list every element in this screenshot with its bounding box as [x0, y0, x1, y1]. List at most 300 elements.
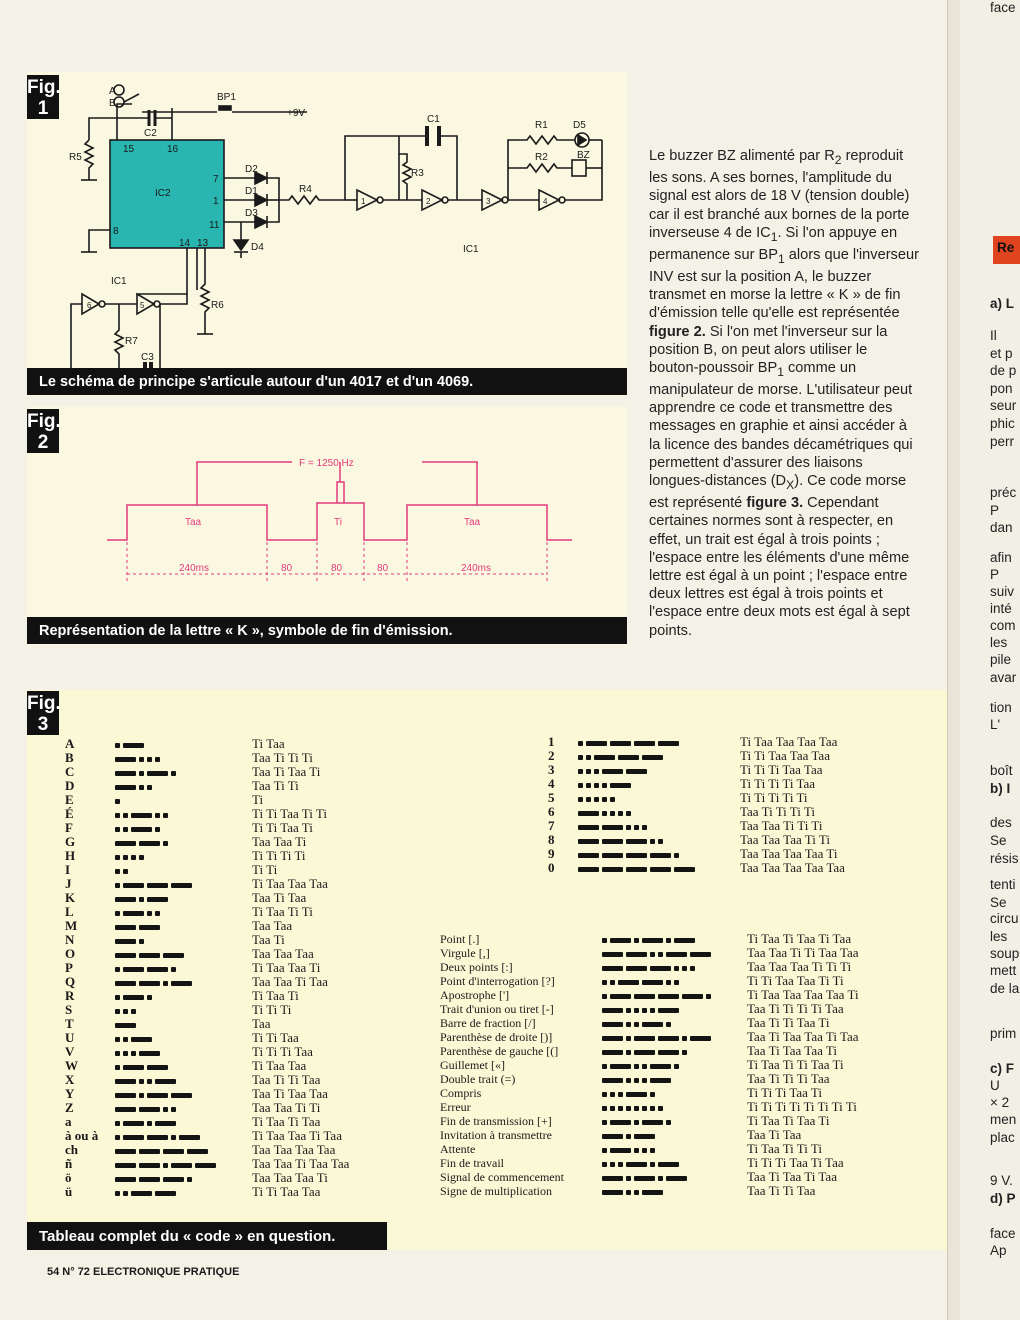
morse-dash	[658, 1050, 679, 1055]
morse-row	[440, 960, 859, 974]
morse-dot	[706, 994, 711, 999]
right-column-fragment: prim	[990, 1026, 1017, 1041]
morse-dash	[642, 1022, 663, 1027]
morse-symbols	[115, 1115, 252, 1129]
morse-symbols	[602, 946, 747, 960]
morse-dot	[115, 813, 120, 818]
morse-row	[548, 805, 845, 819]
right-column-fragment: seur	[990, 398, 1017, 413]
morse-spoken: Taa Ti Taa Taa	[252, 1086, 328, 1101]
fig1-label-p1: 1	[213, 196, 219, 207]
morse-symbols	[602, 1142, 747, 1156]
morse-dash	[602, 1050, 623, 1055]
morse-row	[548, 763, 845, 777]
morse-row	[548, 847, 845, 861]
morse-char: Y	[65, 1086, 75, 1101]
morse-char: Double trait (=)	[440, 1072, 516, 1086]
fig1-label-ic2: IC2	[155, 188, 171, 199]
fig2-element-1: Taa	[185, 517, 202, 528]
morse-row	[65, 863, 349, 877]
morse-dot	[115, 883, 120, 888]
fig1-label-d3: D3	[245, 208, 258, 219]
morse-spoken: Taa Ti Taa Taa Ti Taa	[747, 1029, 859, 1044]
morse-dot	[123, 1051, 128, 1056]
morse-char: 7	[548, 818, 555, 833]
morse-spoken: Taa Taa Ti Taa	[252, 974, 328, 989]
morse-dash	[147, 771, 168, 776]
morse-char: Point d'interrogation [?]	[440, 974, 555, 988]
morse-dash	[618, 755, 639, 760]
morse-symbols	[602, 1002, 747, 1016]
morse-symbols	[602, 1156, 747, 1170]
morse-dash	[690, 1036, 711, 1041]
morse-char: Z	[65, 1100, 74, 1115]
morse-row	[548, 833, 845, 847]
morse-row	[65, 1101, 349, 1115]
morse-spoken: Taa Ti Ti Ti Ti Taa	[747, 1001, 844, 1016]
morse-char: Signe de multiplication	[440, 1184, 552, 1198]
morse-symbols	[602, 988, 747, 1002]
morse-dot	[139, 897, 144, 902]
morse-row	[65, 1003, 349, 1017]
morse-dash	[634, 1036, 655, 1041]
morse-dash	[642, 1120, 663, 1125]
morse-spoken: Ti Taa Ti Ti	[252, 904, 313, 919]
right-column-fragment: a) L	[990, 296, 1015, 311]
morse-symbols	[602, 932, 747, 946]
morse-symbols	[602, 1058, 747, 1072]
morse-symbols	[115, 877, 252, 891]
morse-dot	[674, 980, 679, 985]
right-column	[960, 0, 1020, 1320]
morse-dash	[650, 1078, 671, 1083]
morse-spoken: Taa Ti Taa	[252, 890, 307, 905]
morse-dash	[139, 841, 160, 846]
morse-dash	[115, 1093, 136, 1098]
fig1-label-p13: 13	[197, 238, 209, 249]
morse-dot	[115, 1051, 120, 1056]
fig1-label-g3: 3	[486, 197, 491, 206]
morse-dot	[586, 783, 591, 788]
right-column-fragment: P	[990, 567, 1000, 582]
morse-dot	[658, 952, 663, 957]
morse-spoken: Taa Ti Ti Ti Taa	[747, 1071, 830, 1086]
morse-dot	[139, 785, 144, 790]
morse-row	[65, 919, 349, 933]
morse-dot	[586, 755, 591, 760]
morse-row	[440, 1142, 859, 1156]
morse-spoken: Taa	[252, 1016, 271, 1031]
morse-char: F	[65, 820, 73, 835]
morse-char: 1	[548, 734, 555, 749]
morse-dot	[634, 938, 639, 943]
morse-symbols	[578, 819, 740, 833]
morse-row	[65, 751, 349, 765]
morse-symbols	[602, 1072, 747, 1086]
right-column-fragment: × 2	[990, 1095, 1010, 1110]
morse-char: M	[65, 918, 78, 933]
morse-dot	[650, 952, 655, 957]
morse-dash	[602, 825, 623, 830]
morse-row	[65, 891, 349, 905]
morse-dash	[642, 938, 663, 943]
morse-dot	[171, 967, 176, 972]
morse-char: Guillemet [«]	[440, 1058, 505, 1072]
morse-dash	[602, 966, 623, 971]
morse-spoken: Taa Taa Ti Taa Taa	[252, 1156, 350, 1171]
fig1-label-g4: 4	[543, 197, 548, 206]
morse-symbols	[115, 1157, 252, 1171]
morse-dot	[139, 771, 144, 776]
morse-dash	[155, 1191, 176, 1196]
morse-symbols	[602, 1128, 747, 1142]
fig1-label-bp1: BP1	[217, 92, 236, 103]
morse-symbols	[115, 751, 252, 765]
fig1-label-p14: 14	[179, 238, 191, 249]
morse-row	[65, 1059, 349, 1073]
morse-dash	[650, 966, 671, 971]
morse-spoken: Taa Taa Ti Ti Ti	[740, 818, 823, 833]
morse-dash	[147, 967, 168, 972]
right-column-fragment: pile	[990, 652, 1012, 667]
morse-dash	[139, 1163, 160, 1168]
morse-dot	[650, 1106, 655, 1111]
morse-dot	[147, 911, 152, 916]
morse-dash	[115, 981, 136, 986]
fig1-label-c2: C2	[144, 128, 157, 139]
morse-row	[440, 1170, 859, 1184]
morse-symbols	[115, 835, 252, 849]
morse-char: 6	[548, 804, 555, 819]
morse-dash	[666, 1176, 687, 1181]
morse-dash	[626, 769, 647, 774]
morse-dash	[115, 785, 136, 790]
right-column-fragment: les	[990, 929, 1008, 944]
morse-char: Invitation à transmettre	[440, 1128, 552, 1142]
morse-dot	[594, 783, 599, 788]
morse-spoken: Ti Taa Ti Taa Ti Taa	[747, 931, 852, 946]
morse-dash	[602, 1008, 623, 1013]
morse-dot	[650, 1092, 655, 1097]
morse-dot	[626, 1078, 631, 1083]
morse-symbols	[578, 847, 740, 861]
morse-row	[65, 1143, 349, 1157]
morse-spoken: Ti Taa Taa Taa	[252, 876, 328, 891]
morse-char: ch	[65, 1142, 78, 1157]
morse-char: Attente	[440, 1142, 476, 1156]
morse-spoken: Ti Taa Ti Taa Ti	[747, 1113, 830, 1128]
morse-symbols	[602, 960, 747, 974]
morse-dot	[586, 797, 591, 802]
morse-dot	[602, 1106, 607, 1111]
morse-symbols	[115, 737, 252, 751]
morse-dash	[578, 811, 599, 816]
morse-dot	[666, 938, 671, 943]
morse-row	[440, 932, 859, 946]
morse-symbols	[602, 1030, 747, 1044]
morse-spoken: Taa Taa Ti	[252, 834, 307, 849]
morse-char: 8	[548, 832, 555, 847]
morse-dot	[602, 1064, 607, 1069]
morse-row	[65, 821, 349, 835]
morse-dot	[618, 1162, 623, 1167]
morse-spoken: Ti Ti Taa Ti	[252, 820, 313, 835]
morse-char: Compris	[440, 1086, 482, 1100]
morse-dot	[155, 911, 160, 916]
morse-dot	[618, 1092, 623, 1097]
morse-dot	[682, 1036, 687, 1041]
morse-dash	[610, 1148, 631, 1153]
morse-spoken: Taa Taa Taa Taa	[252, 1142, 336, 1157]
morse-dot	[147, 757, 152, 762]
body-paragraph: Le buzzer BZ alimenté par $R_2$ reproduit les sons. A ses bornes, l'amplitude du signal est alors de 18 V (tension double) car il est branché aux bornes de la porte inverseuse 4 de $IC_1$. Si l'on appuye en permanence sur $BP_1$ alors que l'inverseur INV est sur la position A, le buzzer transmet en morse la lettre « K » de fin d'émission telle qu'elle est représentée figure 2. Si l'on met l'inverseur sur la position B, on peut alors utiliser le bouton-poussoir $BP_1$ comme un manipulateur de morse. L'utilisateur peut apprendre ce code et transmettre des messages en graphie et ainsi accéder à la licence des bandes décamétriques qui permettent d'assurer des liaisons longues-distances $(D_X)$. Ce code morse est représenté figure 3. Cependant certaines normes sont à respecter, en effet, un trait est égal à trois points ; l'espace entre les éléments d'une même lettre est égal à un point ; l'espace entre deux lettres est égal à trois points et l'espace entre deux mots est égal à sept points.	[649, 148, 919, 639]
morse-spoken: Ti Taa Ti Ti Ti	[747, 1141, 823, 1156]
morse-dash	[610, 1064, 631, 1069]
morse-dash	[147, 897, 168, 902]
morse-char: U	[65, 1030, 75, 1045]
right-column-fragment: soup	[990, 946, 1020, 961]
morse-spoken: Ti Ti Taa Ti Ti	[252, 806, 328, 821]
morse-dot	[626, 1134, 631, 1139]
fig2-duration-3: 80	[331, 563, 343, 574]
morse-dot	[131, 855, 136, 860]
fig1-label-p8: 8	[113, 226, 119, 237]
morse-spoken: Taa Ti Ti Taa Ti	[747, 1015, 830, 1030]
morse-dash	[155, 1121, 176, 1126]
morse-char: Erreur	[440, 1100, 471, 1114]
morse-row	[440, 1016, 859, 1030]
morse-dot	[650, 839, 655, 844]
right-column-fragment: 9 V.	[990, 1173, 1013, 1188]
morse-dash	[115, 939, 136, 944]
morse-dash	[586, 741, 607, 746]
morse-dash	[171, 1093, 192, 1098]
morse-dot	[650, 1148, 655, 1153]
morse-char: 9	[548, 846, 555, 861]
fig1-label-d1: D1	[245, 186, 258, 197]
morse-dot	[594, 769, 599, 774]
morse-dot	[139, 1093, 144, 1098]
morse-dash	[658, 1036, 679, 1041]
morse-dash	[682, 994, 703, 999]
right-column-fragment: L'	[990, 717, 1001, 732]
morse-symbols	[115, 1017, 252, 1031]
morse-dash	[610, 994, 631, 999]
morse-char: X	[65, 1072, 75, 1087]
morse-dash	[594, 755, 615, 760]
morse-char: I	[65, 862, 71, 877]
morse-dot	[666, 1022, 671, 1027]
morse-row	[65, 835, 349, 849]
morse-row	[65, 933, 349, 947]
morse-dot	[115, 911, 120, 916]
morse-char: T	[65, 1016, 74, 1031]
morse-dash	[602, 853, 623, 858]
morse-dot	[131, 1009, 136, 1014]
morse-dash	[115, 1023, 136, 1028]
right-column-fragment: dan	[990, 520, 1013, 535]
morse-symbols	[115, 905, 252, 919]
morse-symbols	[115, 807, 252, 821]
morse-row	[65, 807, 349, 821]
morse-char: R	[65, 988, 75, 1003]
right-column-fragment: U	[990, 1078, 1000, 1093]
morse-symbols	[115, 891, 252, 905]
morse-spoken: Taa Ti Ti	[252, 778, 299, 793]
morse-dot	[115, 1191, 120, 1196]
morse-dash	[131, 1037, 152, 1042]
morse-spoken: Ti Ti Taa	[252, 1030, 299, 1045]
morse-row	[65, 989, 349, 1003]
morse-char: B	[65, 750, 74, 765]
morse-char: 4	[548, 776, 555, 791]
morse-dot	[626, 1008, 631, 1013]
morse-row	[65, 849, 349, 863]
morse-dash	[626, 853, 647, 858]
morse-dot	[610, 1092, 615, 1097]
morse-dash	[642, 755, 663, 760]
morse-dot	[626, 1190, 631, 1195]
morse-dot	[123, 1037, 128, 1042]
morse-symbols	[602, 1086, 747, 1100]
fig2-waveform	[27, 407, 627, 627]
right-column-fragment: de la	[990, 981, 1020, 996]
morse-row	[440, 1072, 859, 1086]
right-column-fragment: de p	[990, 363, 1017, 378]
morse-dash	[171, 1163, 192, 1168]
morse-dash	[626, 867, 647, 872]
morse-row	[440, 1044, 859, 1058]
fig1-label-r2: R2	[535, 152, 548, 163]
morse-row	[65, 793, 349, 807]
morse-symbols	[602, 1114, 747, 1128]
morse-row	[548, 735, 845, 749]
morse-row	[65, 877, 349, 891]
morse-char: W	[65, 1058, 78, 1073]
morse-spoken: Ti Ti Ti Taa Ti Taa	[747, 1155, 844, 1170]
morse-dot	[690, 966, 695, 971]
morse-dash	[115, 1177, 136, 1182]
morse-row	[65, 1157, 349, 1171]
morse-dash	[147, 1065, 168, 1070]
morse-symbols	[115, 989, 252, 1003]
morse-dot	[610, 797, 615, 802]
morse-char: Signal de commencement	[440, 1170, 564, 1184]
fig1-schematic	[27, 72, 627, 396]
morse-dot	[115, 1037, 120, 1042]
morse-symbols	[115, 821, 252, 835]
morse-symbols	[115, 1171, 252, 1185]
fig3-caption: Tableau complet du « code » en question.	[27, 1222, 387, 1250]
morse-spoken: Taa Taa Taa Taa Ti	[740, 846, 838, 861]
morse-char: 3	[548, 762, 555, 777]
morse-char: N	[65, 932, 75, 947]
morse-char: 5	[548, 790, 555, 805]
morse-spoken: Ti Taa Ti Taa	[252, 1114, 321, 1129]
morse-row	[65, 737, 349, 751]
morse-dash	[155, 1079, 176, 1084]
morse-row	[65, 961, 349, 975]
morse-dot	[123, 869, 128, 874]
morse-dot	[115, 1065, 120, 1070]
morse-char: Trait d'union ou tiret [-]	[440, 1002, 554, 1016]
morse-dash	[610, 1120, 631, 1125]
morse-char: ü	[65, 1184, 73, 1199]
morse-spoken: Taa Ti Taa Ti Taa	[747, 1169, 837, 1184]
morse-dot	[658, 1176, 663, 1181]
morse-spoken: Ti Taa Taa Ti	[252, 960, 321, 975]
morse-dot	[610, 1106, 615, 1111]
morse-symbols	[578, 833, 740, 847]
morse-dash	[171, 883, 192, 888]
morse-dot	[626, 1050, 631, 1055]
morse-char: C	[65, 764, 75, 779]
morse-dot	[674, 966, 679, 971]
morse-dash	[578, 867, 599, 872]
morse-dash	[163, 1149, 184, 1154]
morse-dot	[602, 1120, 607, 1125]
morse-spoken: Taa Ti Ti Taa	[252, 1072, 321, 1087]
morse-char: S	[65, 1002, 73, 1017]
fig1-label-c3: C3	[141, 352, 154, 363]
morse-spoken: Ti	[252, 792, 264, 807]
morse-dot	[642, 1078, 647, 1083]
morse-dot	[602, 994, 607, 999]
morse-spoken: Ti Ti Taa Taa Ti Ti	[747, 973, 844, 988]
right-column-fragment: afin	[990, 550, 1012, 565]
morse-spoken: Taa Taa Taa	[252, 946, 314, 961]
morse-dot	[666, 1120, 671, 1125]
right-column-fragment: Re	[997, 240, 1015, 255]
morse-symbols	[115, 1045, 252, 1059]
morse-spoken: Taa Taa	[252, 918, 293, 933]
morse-dot	[171, 1135, 176, 1140]
morse-dot	[666, 980, 671, 985]
fig1-label-p15: 15	[123, 144, 135, 155]
morse-dash	[131, 1191, 152, 1196]
morse-dot	[634, 1078, 639, 1083]
fig2-duration-5: 240ms	[461, 563, 492, 574]
morse-row	[65, 765, 349, 779]
right-column-fragment: tion	[990, 700, 1012, 715]
morse-dot	[602, 980, 607, 985]
right-column-fragment: c) F	[990, 1061, 1015, 1076]
morse-dash	[602, 839, 623, 844]
morse-dash	[578, 839, 599, 844]
fig1-label-c1: C1	[427, 114, 440, 125]
morse-dot	[634, 1190, 639, 1195]
morse-symbols	[115, 1129, 252, 1143]
page-edge	[947, 0, 960, 1320]
morse-dot	[634, 825, 639, 830]
morse-row	[440, 1100, 859, 1114]
morse-dash	[115, 953, 136, 958]
morse-dot	[650, 1008, 655, 1013]
morse-row	[65, 975, 349, 989]
morse-dash	[658, 741, 679, 746]
morse-dot	[602, 1162, 607, 1167]
morse-spoken: Taa Taa Taa Taa Taa	[740, 860, 845, 875]
morse-row	[548, 749, 845, 763]
morse-char: E	[65, 792, 74, 807]
fig1-label-g1: 1	[361, 197, 366, 206]
morse-dot	[634, 1064, 639, 1069]
morse-spoken: Ti Ti Ti Ti Taa	[740, 776, 816, 791]
morse-dot	[642, 1106, 647, 1111]
fig2-duration-2: 80	[281, 563, 293, 574]
morse-dash	[634, 1176, 655, 1181]
morse-row	[65, 1129, 349, 1143]
